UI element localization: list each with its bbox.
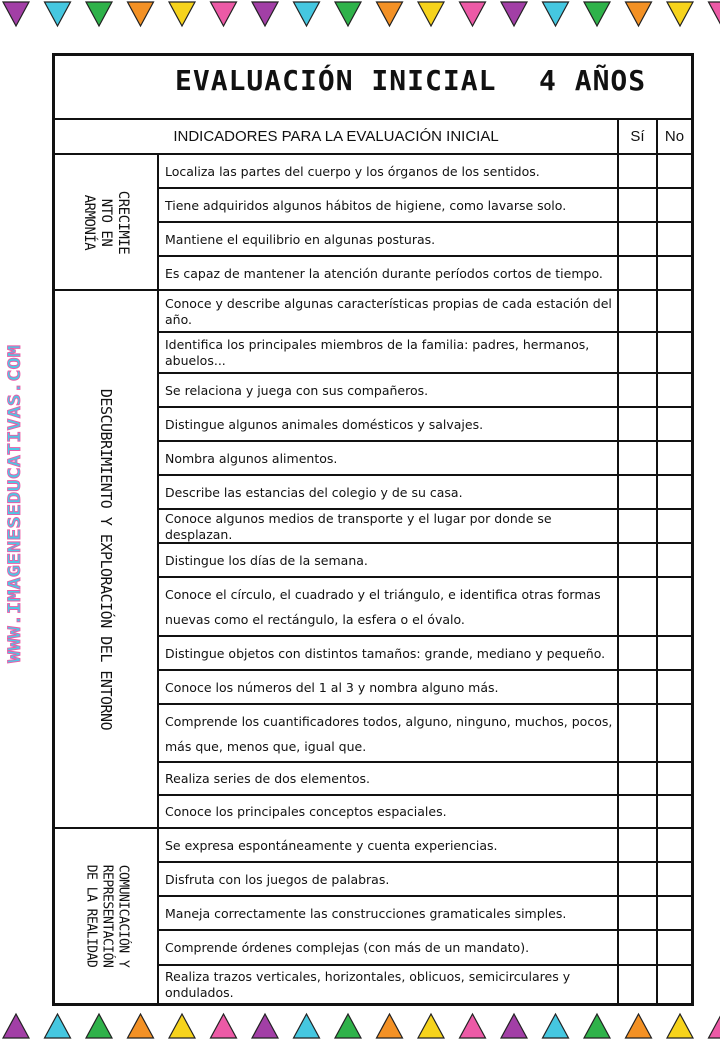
indicator-text: Comprende los cuantificadores todos, alguno, ninguno, muchos, pocos, más que, menos que, igual que. [159,705,617,763]
no-checkbox-cell[interactable] [656,510,691,544]
watermark [4,345,26,665]
indicator-text: Distingue objetos con distintos tamaños: grande, mediano y pequeño. [159,637,617,671]
triangle-decoration [501,2,527,26]
yes-checkbox-cell[interactable] [617,510,656,544]
yes-checkbox-cell[interactable] [617,863,656,897]
yes-checkbox-cell[interactable] [617,637,656,671]
triangle-decoration [418,1014,444,1038]
triangle-decoration [3,2,29,26]
table-row [159,931,691,966]
triangle-decoration [626,2,652,26]
section-label: CRECIMIE NTO EN ARMONÍA [81,190,132,253]
triangle-decoration [86,1014,112,1038]
yes-checkbox-cell[interactable] [617,257,656,291]
triangle-decoration [501,1014,527,1038]
triangle-decoration [252,1014,278,1038]
triangle-decoration [626,1014,652,1038]
no-checkbox-cell[interactable] [656,671,691,705]
triangle-decoration [294,1014,320,1038]
yes-checkbox-cell[interactable] [617,763,656,796]
triangle-decoration [252,2,278,26]
no-checkbox-cell[interactable] [656,189,691,223]
indicator-text: Comprende órdenes complejas (con más de un mandato). [159,931,617,966]
yes-checkbox-cell[interactable] [617,796,656,829]
triangle-decoration [169,2,195,26]
no-checkbox-cell[interactable] [656,257,691,291]
triangle-decoration [45,2,71,26]
table-row [159,442,691,476]
yes-checkbox-cell[interactable] [617,671,656,705]
table-row [159,578,691,637]
top-triangle-border [0,0,720,30]
indicator-text: Se expresa espontáneamente y cuenta experiencias. [159,829,617,863]
indicator-text: Es capaz de mantener la atención durante períodos cortos de tiempo. [159,257,617,291]
indicator-text: Conoce los principales conceptos espaciales. [159,796,617,829]
table-row [159,333,691,374]
table-row [159,476,691,510]
triangle-decoration [294,2,320,26]
yes-checkbox-cell[interactable] [617,333,656,374]
triangle-garland-bottom [0,1012,720,1042]
yes-checkbox-cell[interactable] [617,544,656,578]
yes-checkbox-cell[interactable] [617,578,656,637]
yes-checkbox-cell[interactable] [617,705,656,763]
yes-checkbox-cell[interactable] [617,829,656,863]
yes-checkbox-cell[interactable] [617,966,656,1003]
indicator-text: Conoce algunos medios de transporte y el lugar por donde se desplazan. [159,510,617,544]
section-label: DESCUBRIMIENTO Y EXPLORACIÓN DEL ENTORNO [98,388,115,729]
no-column-header: No [656,120,691,155]
triangle-decoration [418,2,444,26]
no-checkbox-cell[interactable] [656,374,691,408]
table-row [159,863,691,897]
yes-checkbox-cell[interactable] [617,931,656,966]
indicator-text: Mantiene el equilibrio en algunas posturas. [159,223,617,257]
table-row [159,966,691,1003]
table-row [159,408,691,442]
section-label: COMUNICACIÓN Y REPRESENTACIÓN DE LA REALIDAD [82,865,130,968]
table-row [159,705,691,763]
triangle-decoration [211,2,237,26]
section-comunicacion [55,829,159,1003]
triangle-decoration [377,2,403,26]
indicator-text: Disfruta con los juegos de palabras. [159,863,617,897]
triangle-decoration [584,2,610,26]
indicator-text: Maneja correctamente las construcciones gramaticales simples. [159,897,617,931]
no-checkbox-cell[interactable] [656,408,691,442]
triangle-decoration [667,1014,693,1038]
yes-checkbox-cell[interactable] [617,442,656,476]
indicator-text: Realiza series de dos elementos. [159,763,617,796]
page-title: EVALUACIÓN INICIAL [175,64,496,97]
indicator-text: Conoce los números del 1 al 3 y nombra alguno más. [159,671,617,705]
table-row [159,544,691,578]
no-checkbox-cell[interactable] [656,763,691,796]
triangle-decoration [584,1014,610,1038]
indicator-text: Se relaciona y juega con sus compañeros. [159,374,617,408]
indicator-text: Conoce el círculo, el cuadrado y el triángulo, e identifica otras formas nuevas como el rectángulo, la esfera o el óvalo. [159,578,617,637]
triangle-decoration [86,2,112,26]
table-row [159,223,691,257]
yes-checkbox-cell[interactable] [617,223,656,257]
no-checkbox-cell[interactable] [656,897,691,931]
table-row [159,257,691,291]
yes-checkbox-cell[interactable] [617,476,656,510]
triangle-decoration [543,2,569,26]
table-row [159,189,691,223]
table-row [159,829,691,863]
no-checkbox-cell[interactable] [656,863,691,897]
triangle-decoration [169,1014,195,1038]
no-checkbox-cell[interactable] [656,578,691,637]
no-checkbox-cell[interactable] [656,333,691,374]
age-label: 4 AÑOS [539,64,646,97]
no-checkbox-cell[interactable] [656,442,691,476]
triangle-decoration [709,1014,720,1038]
table-row [159,155,691,189]
triangle-decoration [460,1014,486,1038]
no-checkbox-cell[interactable] [656,476,691,510]
no-checkbox-cell[interactable] [656,637,691,671]
evaluation-sheet [52,53,694,1006]
indicator-text: Conoce y describe algunas características propias de cada estación del año. [159,291,617,333]
yes-checkbox-cell[interactable] [617,291,656,333]
triangle-decoration [128,1014,154,1038]
indicator-text: Nombra algunos alimentos. [159,442,617,476]
triangle-decoration [211,1014,237,1038]
no-checkbox-cell[interactable] [656,931,691,966]
table-row [159,374,691,408]
title-row [55,56,691,120]
triangle-decoration [709,2,720,26]
indicator-text: Distingue los días de la semana. [159,544,617,578]
table-row [159,796,691,829]
triangle-decoration [667,2,693,26]
triangle-decoration [460,2,486,26]
table-row [159,763,691,796]
table-row [159,897,691,931]
indicator-text: Distingue algunos animales domésticos y salvajes. [159,408,617,442]
yes-checkbox-cell[interactable] [617,189,656,223]
triangle-decoration [128,2,154,26]
triangle-garland-top [0,0,720,30]
yes-checkbox-cell[interactable] [617,408,656,442]
no-checkbox-cell[interactable] [656,796,691,829]
triangle-decoration [335,1014,361,1038]
bottom-triangle-border [0,1012,720,1042]
indicators-column-header: INDICADORES PARA LA EVALUACIÓN INICIAL [55,120,617,155]
watermark-text: WWW.IMAGENESEDUCATIVAS.COM [5,345,25,663]
table-row [159,510,691,544]
triangle-decoration [377,1014,403,1038]
triangle-decoration [45,1014,71,1038]
yes-checkbox-cell[interactable] [617,897,656,931]
yes-column-header: Sí [617,120,656,155]
no-checkbox-cell[interactable] [656,223,691,257]
indicator-text: Realiza trazos verticales, horizontales, oblicuos, semicirculares y ondulados. [159,966,617,1003]
section-crecimiento [55,155,159,291]
no-checkbox-cell[interactable] [656,291,691,333]
no-checkbox-cell[interactable] [656,705,691,763]
no-checkbox-cell[interactable] [656,544,691,578]
indicator-text: Tiene adquiridos algunos hábitos de higiene, como lavarse solo. [159,189,617,223]
triangle-decoration [543,1014,569,1038]
indicator-text: Localiza las partes del cuerpo y los órganos de los sentidos. [159,155,617,189]
yes-checkbox-cell[interactable] [617,374,656,408]
table-row [159,671,691,705]
no-checkbox-cell[interactable] [656,155,691,189]
table-row [159,637,691,671]
indicator-text: Describe las estancias del colegio y de su casa. [159,476,617,510]
triangle-decoration [335,2,361,26]
section-descubrimiento [55,291,159,829]
table-row [159,291,691,333]
no-checkbox-cell[interactable] [656,966,691,1003]
indicator-text: Identifica los principales miembros de la familia: padres, hermanos, abuelos... [159,333,617,374]
no-checkbox-cell[interactable] [656,829,691,863]
triangle-decoration [3,1014,29,1038]
yes-checkbox-cell[interactable] [617,155,656,189]
